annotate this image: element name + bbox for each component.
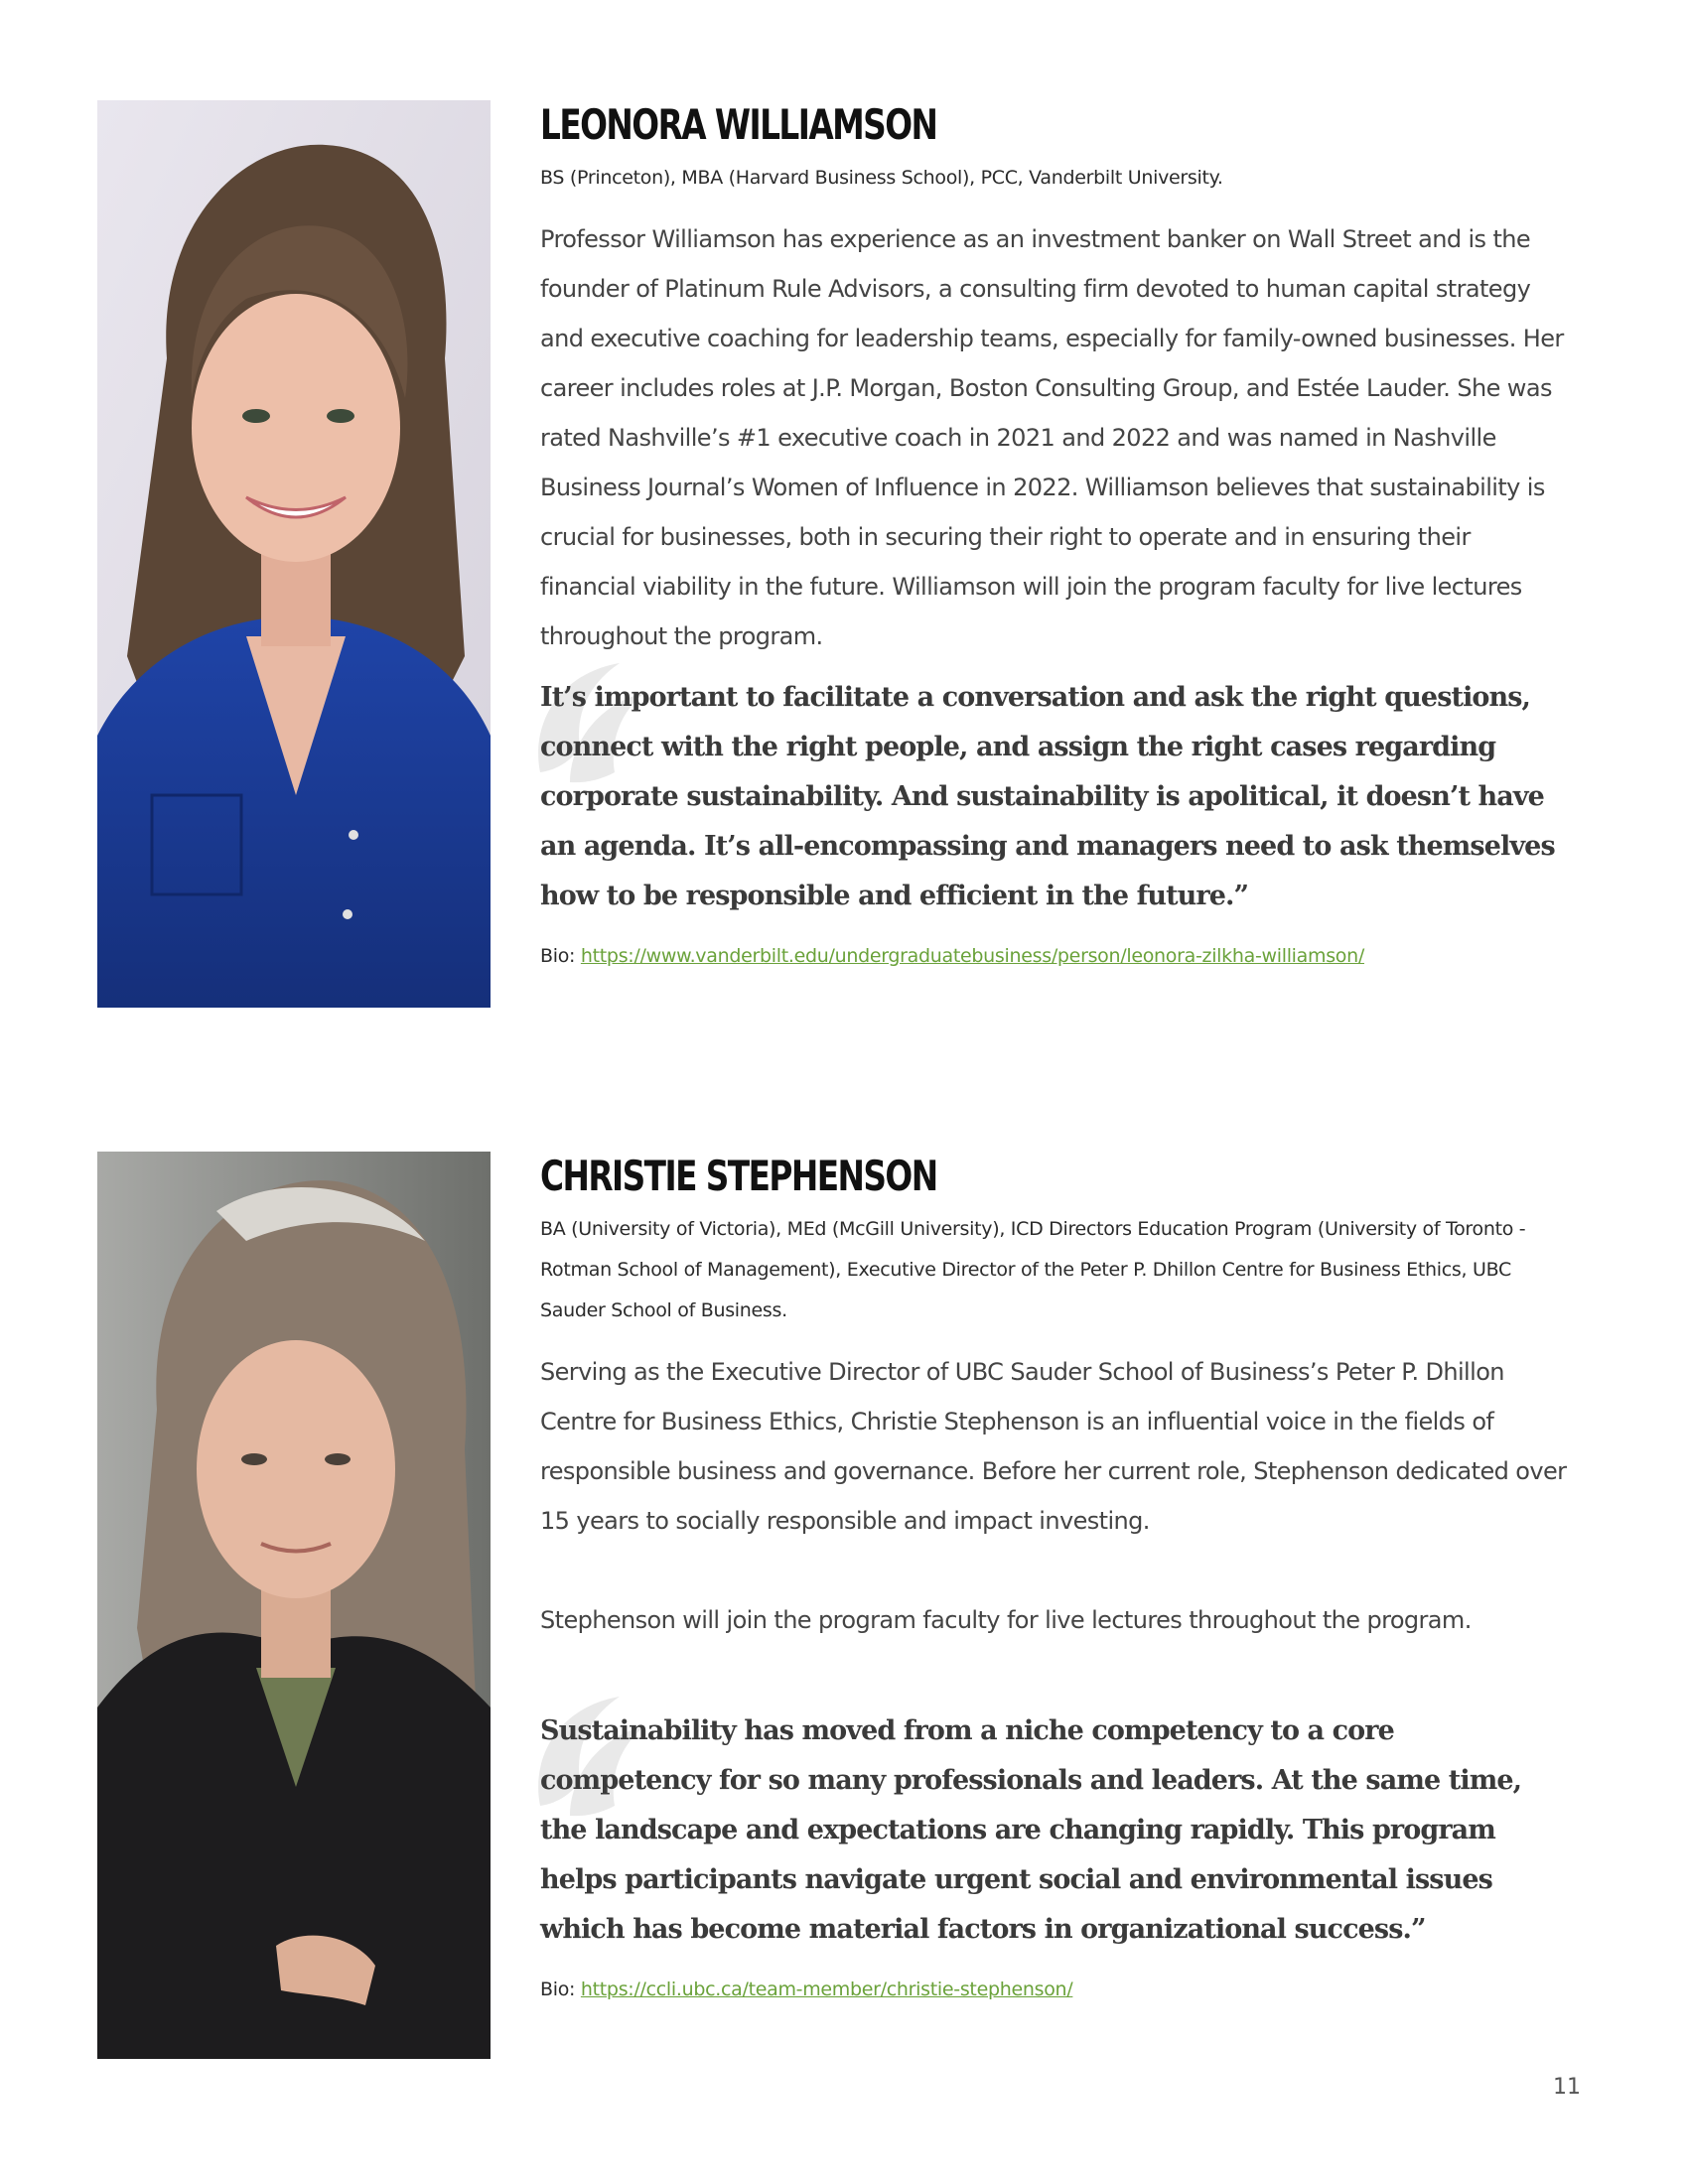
faculty-quote: Sustainability has moved from a niche competency to a core competency for so many professionals and leaders. At the same time, the landscape and expectations are changing rapidly. This program helps participants navigate urgent social and environmental issues which has become material factors in organizational success.” <box>540 1715 1522 1945</box>
bio-link-row <box>540 1979 1567 2000</box>
bio-label: Bio: <box>540 945 576 967</box>
faculty-credentials: BA (University of Victoria), MEd (McGill University), ICD Directors Education Program (University of Toronto - Rotman School of Management), Executive Director of the Peter P. Dhillon Centre for Business Ethics, UBC Sauder School of Business. <box>540 1218 1526 1321</box>
bio-label: Bio: <box>540 1979 576 2000</box>
faculty-quote: It’s important to facilitate a conversation and ask the right questions, connect with the right people, and assign the right cases regarding corporate sustainability. And sustainability is apolitical, it doesn’t have an agenda. It’s all-encompassing and managers need to ask themselves how to be responsible and efficient in the future.” <box>540 682 1555 911</box>
faculty-quote-block <box>540 1706 1567 1955</box>
bio-link[interactable]: https://www.vanderbilt.edu/undergraduatebusiness/person/leonora-zilkha-williamson/ <box>580 945 1364 967</box>
faculty-bio-closing: Stephenson will join the program faculty for live lectures throughout the program. <box>540 1606 1472 1634</box>
profile-content <box>540 100 1567 967</box>
faculty-bio: Professor Williamson has experience as an investment banker on Wall Street and is the founder of Platinum Rule Advisors, a consulting firm devoted to human capital strategy and executive coaching for leadership teams, especially for family-owned businesses. Her career includes roles at J.P. Morgan, Boston Consulting Group, and Estée Lauder. She was rated Nashville’s #1 executive coach in 2021 and 2022 and was named in Nashville Business Journal’s Women of Influence in 2022. Williamson believes that sustainability is crucial for businesses, both in securing their right to operate and in ensuring their financial viability in the future. Williamson will join the program faculty for live lectures throughout the program. <box>540 225 1564 650</box>
bio-link-row <box>540 945 1567 967</box>
faculty-name: CHRISTIE STEPHENSON <box>540 1152 937 1200</box>
faculty-name: LEONORA WILLIAMSON <box>540 100 937 149</box>
profile-content <box>540 1152 1567 2000</box>
page-number: 11 <box>1553 2075 1581 2100</box>
faculty-quote-block <box>540 673 1567 921</box>
bio-link[interactable]: https://ccli.ubc.ca/team-member/christie-stephenson/ <box>580 1979 1073 2000</box>
portrait-photo-stephenson <box>97 1152 491 2059</box>
portrait-photo-icon <box>97 100 491 1008</box>
faculty-bio: Serving as the Executive Director of UBC Sauder School of Business’s Peter P. Dhillon Centre for Business Ethics, Christie Stephenson is an influential voice in the fields of responsible business and governance. Before her current role, Stephenson dedicated over 15 years to socially responsible and impact investing. <box>540 1358 1567 1535</box>
portrait-photo-williamson <box>97 100 491 1008</box>
faculty-credentials: BS (Princeton), MBA (Harvard Business School), PCC, Vanderbilt University. <box>540 167 1223 189</box>
portrait-photo-icon <box>97 1152 491 2059</box>
